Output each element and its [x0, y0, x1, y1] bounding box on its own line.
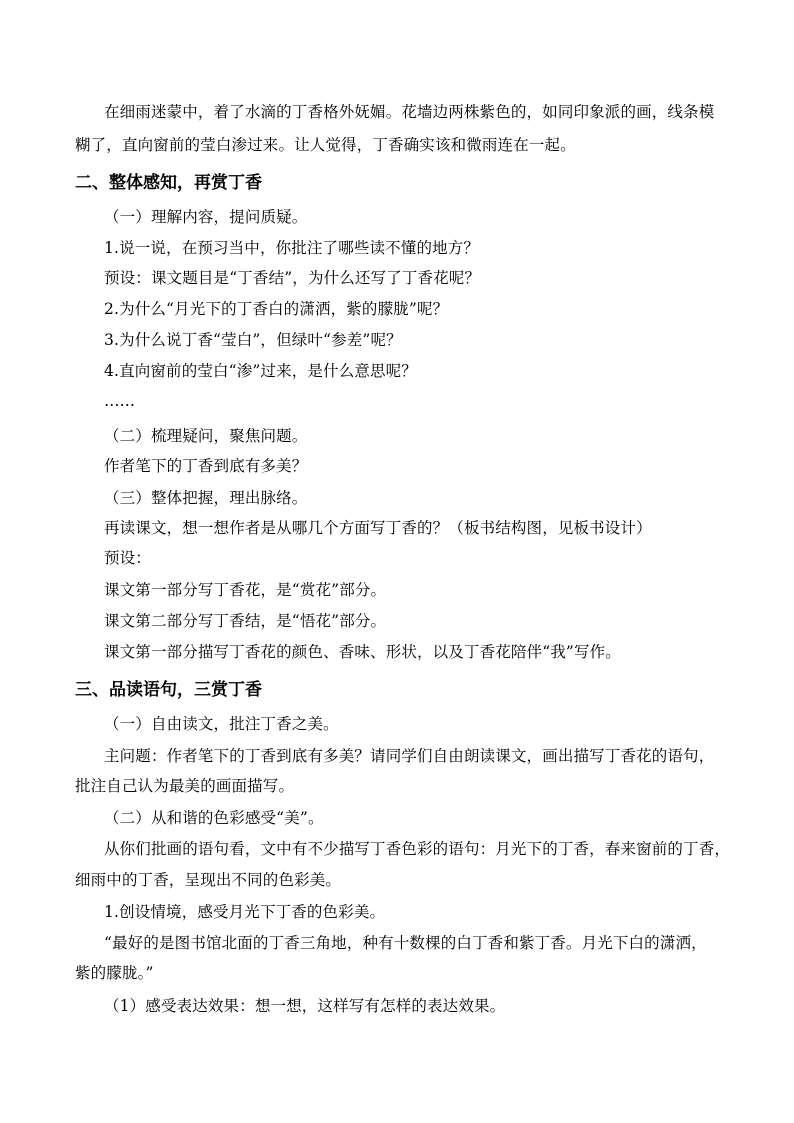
intro-paragraph-line-1: 在细雨迷蒙中，着了水滴的丁香格外妩媚。花墙边两株紫色的，如同印象派的画，线条模: [104, 103, 715, 121]
section-2-heading: 二、整体感知，再赏丁香: [75, 173, 262, 193]
section-3-task-2: （二）从和谐的色彩感受“美”。: [104, 809, 324, 827]
preset-item-b: 课文第二部分写丁香结，是“悟花”部分。: [104, 612, 387, 630]
question-1-preset: 预设：课文题目是“丁香结”，为什么还写了丁香花呢？: [104, 269, 481, 287]
color-paragraph-line-2: 细雨中的丁香，呈现出不同的色彩美。: [75, 871, 342, 889]
question-3: 3.为什么说丁香“莹白”，但绿叶“参差”呢？: [104, 331, 402, 349]
section-2-step-2-text: 作者笔下的丁香到底有多美？: [104, 457, 308, 475]
section-2-step-3: （三）整体把握，理出脉络。: [104, 489, 308, 507]
section-2-step-3-text: 再读课文，想一想作者是从哪几个方面写丁香的？（板书结构图，见板书设计）: [104, 519, 652, 537]
quote-line-1: “最好的是图书馆北面的丁香三角地，种有十数棵的白丁香和紫丁香。月光下白的潇洒，: [104, 934, 707, 952]
preset-item-c: 课文第一部分描写丁香花的颜色、香味、形状，以及丁香花陪伴“我”写作。: [104, 643, 621, 661]
ellipsis: ……: [104, 392, 135, 410]
section-2-step-1: （一）理解内容，提问质疑。: [104, 208, 308, 226]
question-2: 2.为什么“月光下的丁香白的潇洒，紫的朦胧”呢？: [104, 300, 449, 318]
main-question-line-2: 批注自己认为最美的画面描写。: [75, 777, 295, 795]
intro-paragraph-line-2: 糊了，直向窗前的莹白渗过来。让人觉得，丁香确实该和微雨连在一起。: [75, 136, 576, 154]
quote-line-2: 紫的朦胧。”: [75, 964, 154, 982]
sub-item-1: （1）感受表达效果：想一想，这样写有怎样的表达效果。: [104, 997, 506, 1015]
section-3-item-1: 1.创设情境，感受月光下丁香的色彩美。: [104, 903, 386, 921]
preset-label: 预设：: [104, 549, 151, 567]
preset-item-a: 课文第一部分写丁香花，是“赏花”部分。: [104, 581, 387, 599]
section-3-heading: 三、品读语句，三赏丁香: [75, 680, 262, 700]
color-paragraph-line-1: 从你们批画的语句看，文中有不少描写丁香色彩的语句：月光下的丁香，春来窗前的丁香，: [104, 840, 731, 858]
question-4: 4.直向窗前的莹白“渗”过来，是什么意思呢？: [104, 362, 417, 380]
question-1: 1.说一说，在预习当中，你批注了哪些读不懂的地方？: [104, 239, 480, 257]
section-2-step-2: （二）梳理疑问，聚焦问题。: [104, 427, 308, 445]
main-question-line-1: 主问题：作者笔下的丁香到底有多美？请同学们自由朗读课文，画出描写丁香花的语句，: [104, 747, 715, 765]
section-3-task-1: （一）自由读文，批注丁香之美。: [104, 715, 339, 733]
